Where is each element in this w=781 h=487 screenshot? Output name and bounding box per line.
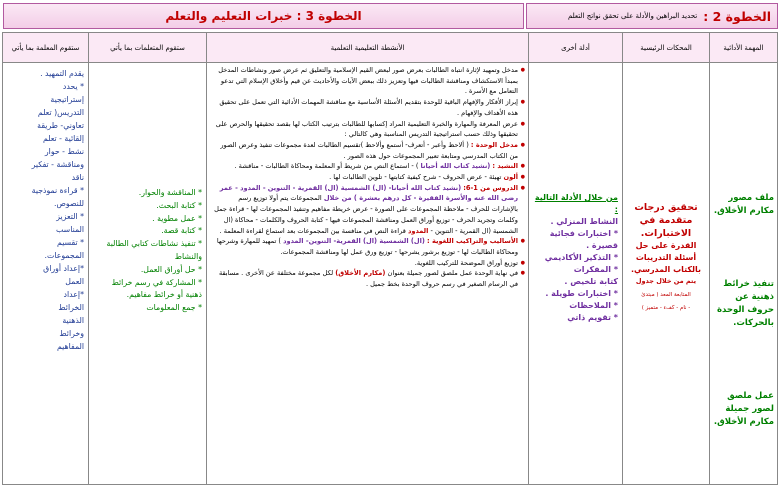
- criteria-second: القدرة على حل أسئلة التدريبات بالكتاب المدرسي.: [630, 241, 702, 274]
- teacher-item: * التعزيز: [56, 212, 84, 221]
- evidence-item: * اختبارات طويلة .: [545, 289, 618, 298]
- student-item: * المناقشة والحوار.: [138, 188, 202, 197]
- col-criteria: المحكات الرئيسية: [623, 33, 710, 63]
- evidence-item: * التذكير الأكاديمي: [544, 253, 618, 262]
- student-eval-cell: [89, 63, 207, 485]
- col-activities: الأنشطة التعليمية التعلمية: [207, 33, 529, 63]
- teacher-item: الذهنية: [62, 316, 84, 325]
- step3-label: الخطوة 3 : خبرات التعليم والتعلم: [165, 9, 362, 23]
- activity-item: ● إبراز الأفكار والإفهام الباقية للوحدة بتقديم الأسئلة الأساسية مع مناقشة المهمات الأدائية التي تعمل على تحقيق هذه الأهداف والإفهام .: [210, 97, 525, 118]
- teacher-item: للنصوص.: [53, 199, 84, 208]
- teacher-item: ومناقشة - تفكير: [31, 160, 84, 169]
- student-item: * كتابة البحث.: [156, 200, 202, 210]
- teacher-item: إستراتيجية: [50, 95, 84, 104]
- table-body-row: [3, 63, 778, 485]
- activities-cell: [207, 63, 529, 485]
- plan-table: [2, 32, 778, 485]
- teacher-item: العمل: [65, 277, 84, 286]
- teacher-item: تعاوني- طريقة: [37, 121, 84, 130]
- criteria-scale-levels: - نام - كفء - متميز ): [641, 305, 691, 311]
- evidence-item: * المفكرات: [573, 265, 618, 274]
- activity-item: ● الدروس من 1-6: (نشيد كتاب الله أحيانا- (ال) الشمسية (ال) القمرية - التنوين - المدود - عمر رضى الله عنه والأسرة الفقيرة - كل درهم بعشرة ) من خلال المجموعات يتم أولا توزيع رسم بالإشارات للحرف - ملاحظة المجموعات على الصورة - عرض خريطة مفاهيم وتنفيذ المجموعات لها - قراءة جمل وكلمات وتجريد الحرف - توزيع أوراق العمل ومناقشة المجموعات فيها - كتابة الحروف والكلمات - محاكاة (ال الشمسية (ال القمرية - التنوين - المدود قراءة النص في منافسة بين المجموعات بعد استماع لقراءة المعلمة .: [210, 183, 525, 237]
- col-task: المهمة الأدائية: [710, 33, 778, 63]
- activity-item: ● مدخل وتمهيد لإثارة انتباه الطالبات بعرض صور لبعض القيم الإسلامية والتعليق ثم عرض صور ونشاطات المدخل بمبدأ الاستكشاف ومناقشة الطالبات فيها وتعزيز ذلك ببعض الآيات والأحاديث عن قيم وأخلاق الإسلام التي تدعو التعامل مع الأسرة .: [210, 65, 525, 97]
- teacher-item: التدريس( تعلم: [37, 108, 84, 117]
- teacher-item: المجموعات.: [44, 251, 84, 260]
- teacher-item: * يحدد: [62, 82, 84, 91]
- activity-item: ● مدخل الوحدة : ( ألاحظ وأعبر - أتعرف- أستمع وألاحظ )تقسيم الطالبات لعدة مجموعات تنفيذ وعرض الصور من الكتاب المدرسي ومتابعة تعبير المجموعات حول هذه الصور .: [210, 140, 525, 161]
- student-item: * تنفيذ نشاطات كتابي الطالبة والنشاط: [106, 239, 202, 261]
- task-item: عمل ملصق لصور جميلة مكارم الأخلاق.: [713, 391, 774, 427]
- teacher-item: المناسب: [56, 225, 84, 234]
- teacher-item: إلقائية - تعلم: [42, 134, 84, 143]
- criteria-cell: [623, 63, 710, 485]
- col-other-evidence: أدلة أخرى: [529, 33, 623, 63]
- evidence-item: * اختبارات فجائية قصيرة .: [549, 229, 618, 250]
- table-header-row: [3, 33, 778, 63]
- activity-item: ● النشيد : (نشيد كتاب الله أحيانا ) - استماع النص من شريط أو المعلمة ومحاكاة الطالبات - مناقشة .: [210, 161, 525, 172]
- student-item: * المشاركة في رسم خرائط ذهنية أو خرائط مفاهيم.: [111, 277, 202, 300]
- teacher-item: * تقسيم: [57, 238, 84, 247]
- criteria-scale-title: المتابعة المعد ( مبتدئ: [641, 292, 691, 298]
- lesson-plan-page: [3, 3, 778, 484]
- step2-subtitle: تحديد البراهين والأدلة على تحقق نواتج التعلم: [567, 12, 698, 20]
- step2-label: الخطوة 2 :: [703, 8, 771, 24]
- student-item: * كتابة قصة.: [161, 226, 202, 236]
- teacher-item: *إعداد: [63, 290, 84, 299]
- activity-item: ● في نهاية الوحدة عمل ملصق لصور جميلة بعنوان (مكارم الأخلاق) لكل مجموعة مختلفة عن الأخرى . مسابقة في الرسام الصغير في رسم حروف الوحدة بخط جميل .: [210, 268, 525, 289]
- teacher-item: *إعداد أوراق: [43, 264, 84, 273]
- step2-header: [526, 3, 778, 29]
- activity-item: ● ألون تهيئة - عرض الحروف - شرح كيفية كتابتها - تلوين الطالبات لها .: [210, 172, 525, 183]
- evidence-item: كتابة تلخيص .: [564, 277, 618, 286]
- task-cell: [710, 63, 778, 485]
- other-evidence-cell: [529, 63, 623, 485]
- teacher-item: يقدم التمهيد .: [40, 69, 84, 78]
- activity-item: ● توزيع أوراق الموضحة للتركيب اللغوية.: [210, 258, 525, 269]
- teacher-item: نشط - حوار: [44, 147, 84, 156]
- teacher-item: وخرائط: [59, 329, 84, 338]
- evidence-item: النشاط المنزلي .: [550, 217, 618, 226]
- evidence-head: من خلال الأدلة التالية :: [534, 193, 618, 214]
- task-item: تنفيذ خرائط ذهنية عن حروف الوحدة بالحركات.: [716, 279, 774, 328]
- teacher-item: ناقد: [71, 173, 84, 182]
- teacher-item: * قراءة نموذجية: [31, 186, 84, 195]
- task-item: ملف مصور مكارم الأخلاق.: [713, 193, 774, 216]
- teacher-item: الخرائط: [58, 303, 84, 312]
- col-teacher-eval: ستقوم المعلمة بما يأتي: [3, 33, 89, 63]
- student-item: * حل أوراق العمل.: [140, 264, 202, 274]
- teacher-item: المفاهيم: [56, 342, 84, 351]
- evidence-item: * تقويم ذاتي: [567, 313, 618, 322]
- step3-header: [3, 3, 524, 29]
- teacher-eval-cell: [3, 63, 89, 485]
- student-item: * عمل مطوية .: [152, 213, 202, 223]
- criteria-table-note: يتم من خلال جدول: [635, 277, 697, 285]
- activity-item: ● عرض المعرفة والمهارة والخبرة التعليمية المراد إكسابها للطالبات بترتيب الكتاب لها بقصد تحقيقها والحرص على تحقيقها وذلك حسب استراتيجية التدريس المناسبة وهي كالتالي :: [210, 119, 525, 140]
- col-student-eval: ستقوم المتعلمات بما يأتي: [89, 33, 207, 63]
- activity-item: ● الأساليب والتراكيب اللغوية : (ال) الشمسية (ال) القمرية- التنوين- المدود ) تمهيد للمهارة وشرحها ومحاكاة الطالبات لها - توزيع برشور يشرحها - توزيع ورق عمل لها ومناقشة المجموعات.: [210, 236, 525, 257]
- student-item: * جمع المعلومات: [146, 303, 202, 313]
- evidence-item: * الملاحظات: [569, 301, 618, 310]
- criteria-main: تحقيق درجات متقدمة في الاختبارات.: [634, 202, 698, 239]
